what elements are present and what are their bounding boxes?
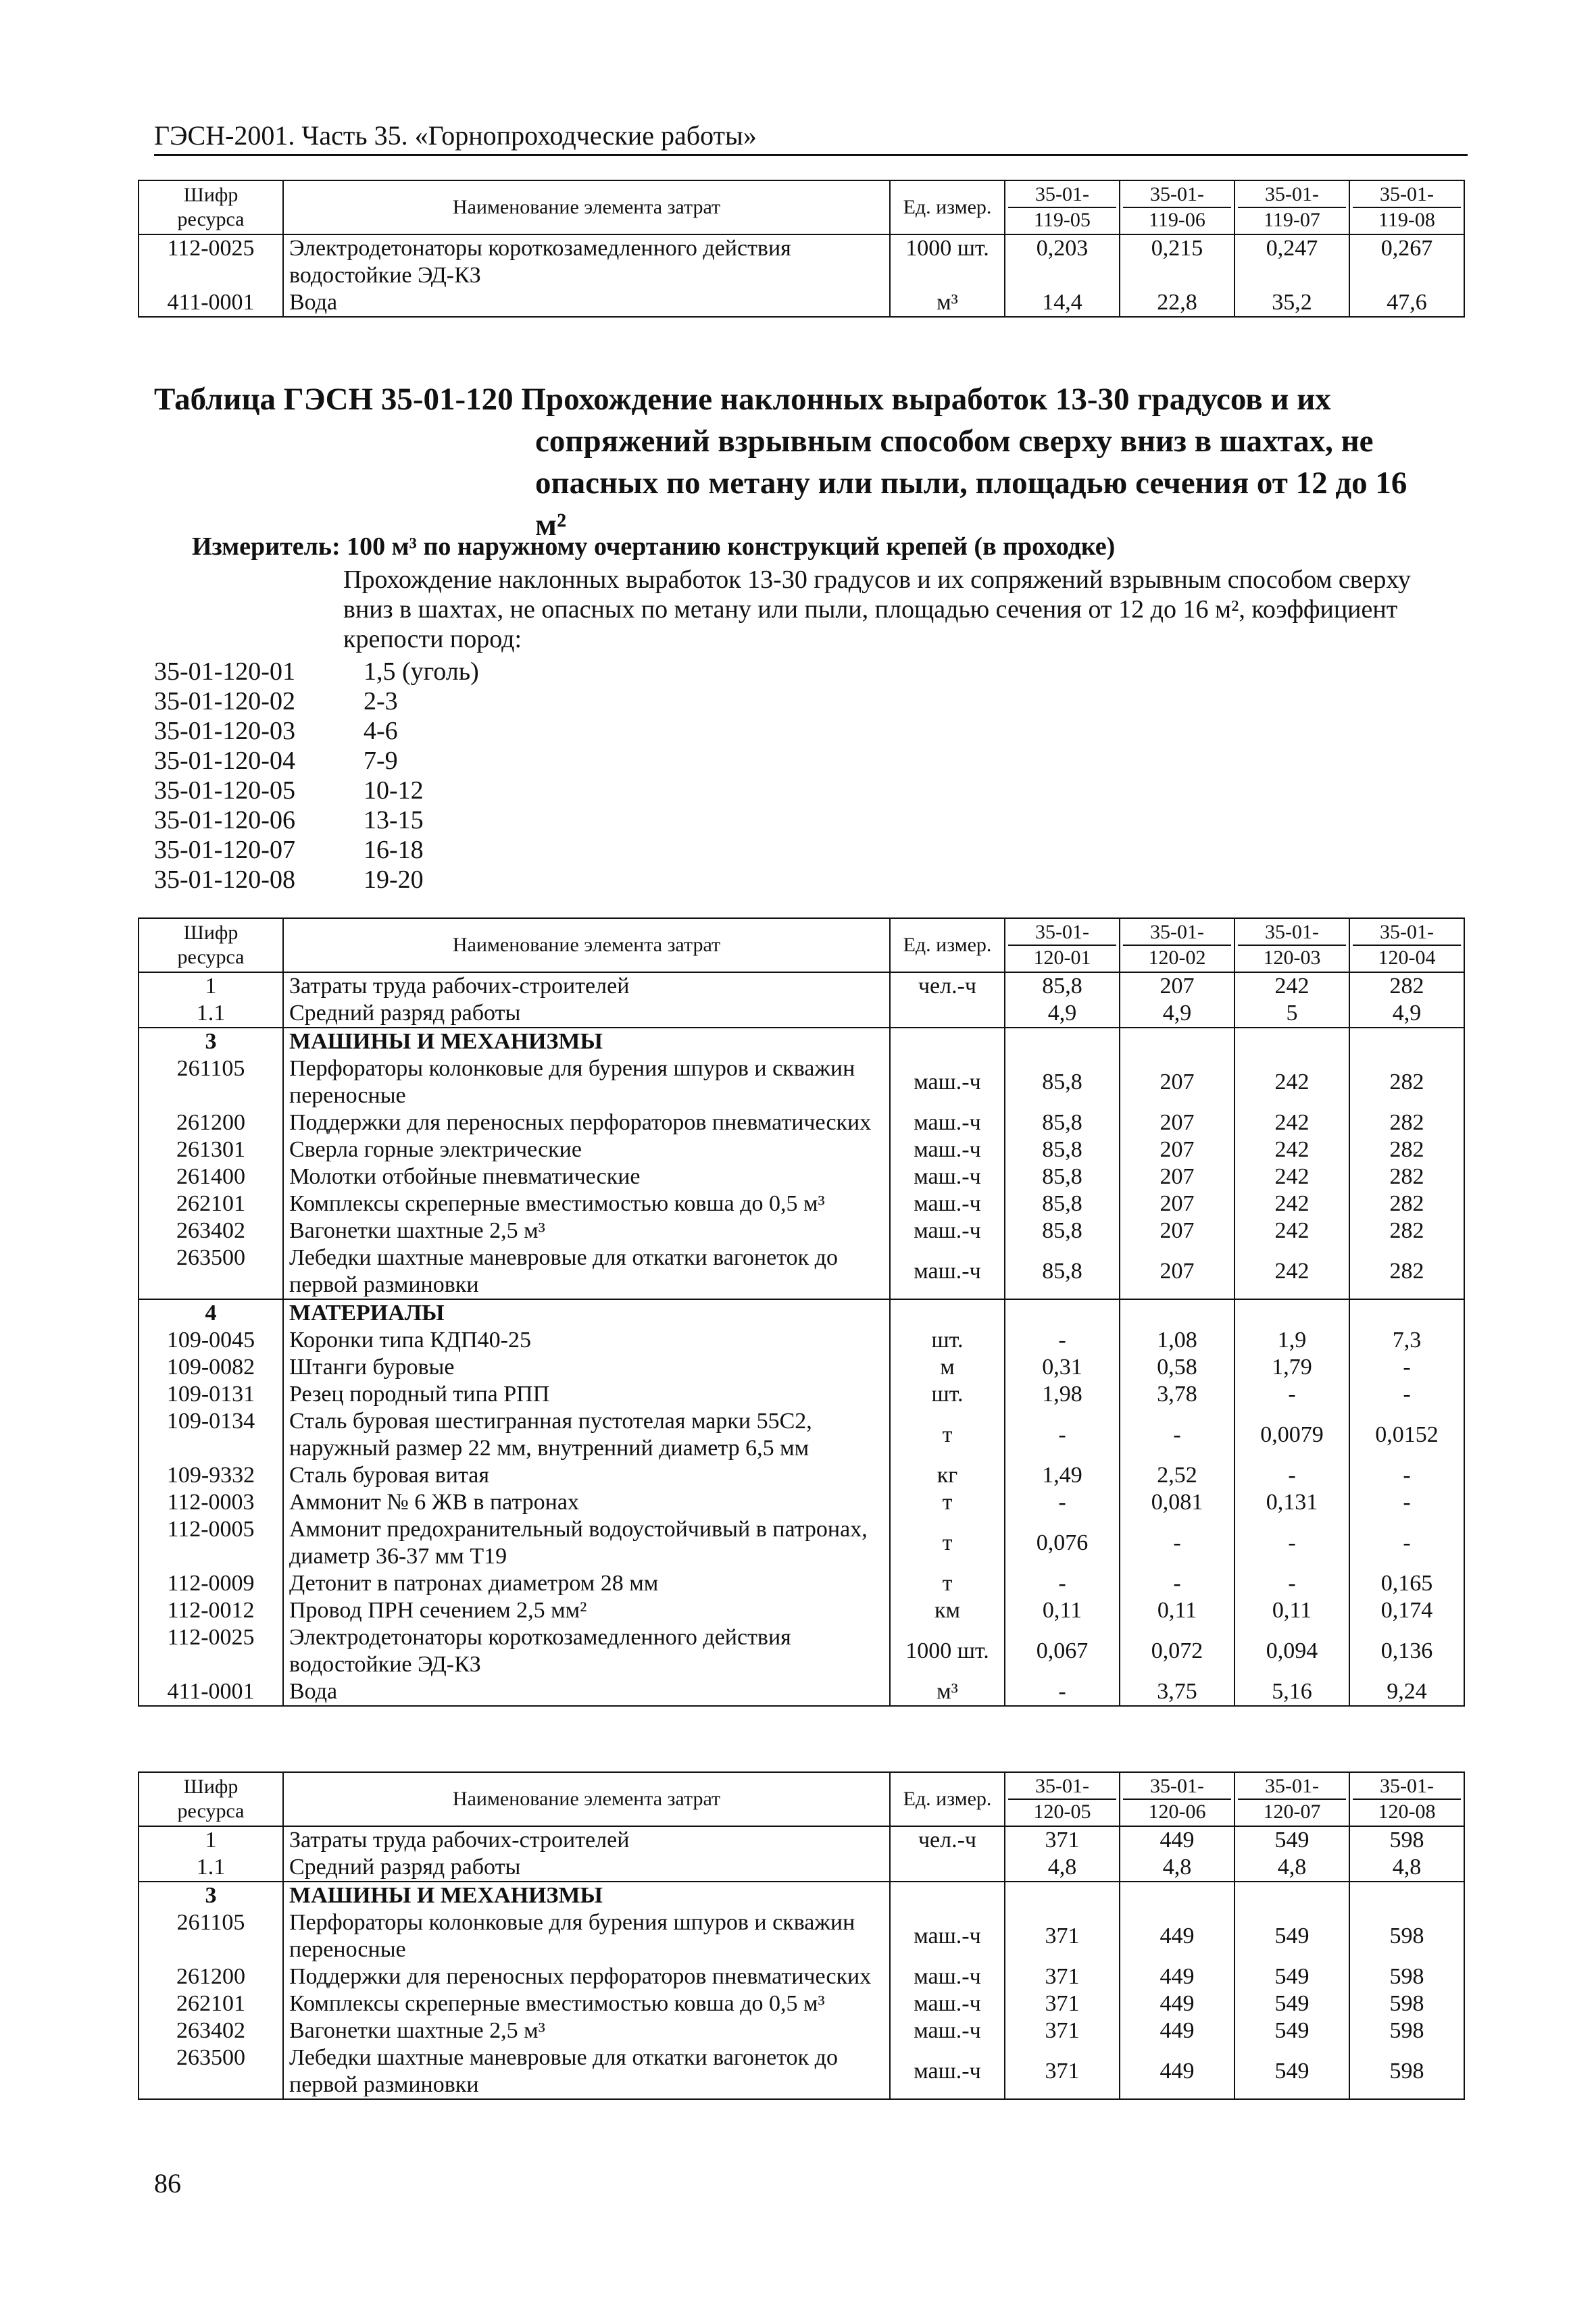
resource-code: 112-0025 bbox=[139, 1624, 283, 1678]
table-row bbox=[139, 1990, 1464, 2017]
norm-value: 282 bbox=[1349, 972, 1464, 1000]
table-row bbox=[139, 1854, 1464, 1882]
norm-value: 85,8 bbox=[1005, 1190, 1120, 1217]
unit: маш.-ч bbox=[890, 1990, 1005, 2017]
norm-value: 4,9 bbox=[1349, 1000, 1464, 1028]
norm-value: 0,072 bbox=[1120, 1624, 1235, 1678]
norm-value: 598 bbox=[1349, 1909, 1464, 1963]
norm-value: 207 bbox=[1120, 1055, 1235, 1109]
unit bbox=[890, 1028, 1005, 1055]
col-header-norm: 35-01- 120-02 bbox=[1120, 918, 1235, 972]
resource-code: 261105 bbox=[139, 1909, 283, 1963]
norm-value bbox=[1349, 1028, 1464, 1055]
norm-value: - bbox=[1349, 1489, 1464, 1516]
resource-code: 112-0003 bbox=[139, 1489, 283, 1516]
cost-item-name: Лебедки шахтные маневровые для откатки вагонеток до первой разминовки bbox=[283, 2044, 890, 2099]
cost-item-name: Средний разряд работы bbox=[283, 1000, 890, 1028]
norm-codes-list bbox=[154, 657, 479, 895]
table-row bbox=[139, 2044, 1464, 2099]
resource-code: 1.1 bbox=[139, 1854, 283, 1882]
unit: маш.-ч bbox=[890, 1963, 1005, 1990]
table-row bbox=[139, 1597, 1464, 1624]
norm-value: 0,131 bbox=[1235, 1489, 1349, 1516]
work-description: Прохождение наклонных выработок 13-30 градусов и их сопряжений взрывным способом сверху вниз в шахтах, не опасных по метану или пыли, площадью сечения от 12 до 16 м², коэффициент крепости пород: bbox=[343, 565, 1411, 653]
norm-value: 549 bbox=[1235, 2017, 1349, 2044]
cost-item-name: Перфораторы колонковые для бурения шпуров и скважин переносные bbox=[283, 1909, 890, 1963]
unit bbox=[890, 1299, 1005, 1327]
norm-value: - bbox=[1349, 1516, 1464, 1570]
norm-value: 0,58 bbox=[1120, 1354, 1235, 1381]
list-item: 35-01-120-08 19-20 bbox=[154, 865, 424, 894]
norm-table-continuation bbox=[138, 180, 1465, 318]
resource-code: 3 bbox=[139, 1028, 283, 1055]
list-item: 35-01-120-06 13-15 bbox=[154, 806, 424, 834]
cost-item-name: Провод ПРН сечением 2,5 мм² bbox=[283, 1597, 890, 1624]
norm-value: 598 bbox=[1349, 1826, 1464, 1854]
norm-value: - bbox=[1005, 1570, 1120, 1597]
norm-value: - bbox=[1120, 1516, 1235, 1570]
norm-value: - bbox=[1235, 1462, 1349, 1489]
resource-code: 1 bbox=[139, 1826, 283, 1854]
col-header-norm: 35-01- 120-06 bbox=[1120, 1772, 1235, 1826]
table-row bbox=[139, 234, 1464, 289]
col-header-norm: 35-01- 119-07 bbox=[1235, 180, 1349, 234]
resource-code: 263500 bbox=[139, 2044, 283, 2099]
norm-value: 207 bbox=[1120, 1136, 1235, 1163]
norm-value: 207 bbox=[1120, 1163, 1235, 1190]
norm-value: 22,8 bbox=[1120, 289, 1235, 317]
norm-value: 0,174 bbox=[1349, 1597, 1464, 1624]
norm-value: 0,0152 bbox=[1349, 1408, 1464, 1462]
resource-code: 109-0134 bbox=[139, 1408, 283, 1462]
unit bbox=[890, 1000, 1005, 1028]
unit: маш.-ч bbox=[890, 1163, 1005, 1190]
norm-value: 282 bbox=[1349, 1163, 1464, 1190]
norm-value: 242 bbox=[1235, 1244, 1349, 1299]
resource-code: 112-0012 bbox=[139, 1597, 283, 1624]
norm-value: 3,75 bbox=[1120, 1678, 1235, 1706]
cost-item-name: Молотки отбойные пневматические bbox=[283, 1163, 890, 1190]
norm-value: 282 bbox=[1349, 1190, 1464, 1217]
section-heading: МАШИНЫ И МЕХАНИЗМЫ bbox=[283, 1882, 890, 1909]
unit: маш.-ч bbox=[890, 2044, 1005, 2099]
cost-item-name: Детонит в патронах диаметром 28 мм bbox=[283, 1570, 890, 1597]
norm-value: 449 bbox=[1120, 2017, 1235, 2044]
col-header-unit: Ед. измер. bbox=[890, 1772, 1005, 1826]
cost-item-name: Аммонит предохранительный водоустойчивый в патронах, диаметр 36-37 мм Т19 bbox=[283, 1516, 890, 1570]
unit: маш.-ч bbox=[890, 1055, 1005, 1109]
resource-code: 4 bbox=[139, 1299, 283, 1327]
norm-value: 282 bbox=[1349, 1217, 1464, 1244]
cost-item-name: Перфораторы колонковые для бурения шпуров и скважин переносные bbox=[283, 1055, 890, 1109]
norm-value: 598 bbox=[1349, 1990, 1464, 2017]
unit: 1000 шт. bbox=[890, 1624, 1005, 1678]
table-row bbox=[139, 1028, 1464, 1055]
norm-value: 371 bbox=[1005, 1963, 1120, 1990]
norm-value: 0,11 bbox=[1235, 1597, 1349, 1624]
norm-value: 449 bbox=[1120, 1826, 1235, 1854]
norm-value bbox=[1120, 1028, 1235, 1055]
norm-value: 207 bbox=[1120, 1109, 1235, 1136]
norm-value: 5,16 bbox=[1235, 1678, 1349, 1706]
norm-value: 0,11 bbox=[1005, 1597, 1120, 1624]
resource-code: 109-0045 bbox=[139, 1327, 283, 1354]
norm-value: 371 bbox=[1005, 1990, 1120, 2017]
norm-value: 0,165 bbox=[1349, 1570, 1464, 1597]
table-row bbox=[139, 972, 1464, 1000]
norm-value: 1,49 bbox=[1005, 1462, 1120, 1489]
norm-value: 207 bbox=[1120, 1217, 1235, 1244]
norm-value: 371 bbox=[1005, 2017, 1120, 2044]
norm-value: 3,78 bbox=[1120, 1381, 1235, 1408]
running-header: ГЭСН-2001. Часть 35. «Горнопроходческие работы» bbox=[154, 119, 1468, 156]
resource-code: 261301 bbox=[139, 1136, 283, 1163]
unit: чел.-ч bbox=[890, 1826, 1005, 1854]
unit: маш.-ч bbox=[890, 1909, 1005, 1963]
page-number: 86 bbox=[154, 2168, 181, 2198]
table-row bbox=[139, 1489, 1464, 1516]
norm-value: 4,9 bbox=[1005, 1000, 1120, 1028]
table-row bbox=[139, 289, 1464, 317]
norm-value bbox=[1349, 1299, 1464, 1327]
norm-value: - bbox=[1005, 1489, 1120, 1516]
norm-value: 0,215 bbox=[1120, 234, 1235, 289]
norm-value: 598 bbox=[1349, 1963, 1464, 1990]
unit: т bbox=[890, 1408, 1005, 1462]
col-header-norm: 35-01- 120-04 bbox=[1349, 918, 1464, 972]
col-header-code: Шифр ресурса bbox=[139, 180, 283, 234]
norm-value: 0,094 bbox=[1235, 1624, 1349, 1678]
norm-value: - bbox=[1349, 1462, 1464, 1489]
norm-value: 549 bbox=[1235, 1990, 1349, 2017]
table-title: Таблица ГЭСН 35-01-120 Прохождение наклонных выработок 13-30 градусов и их сопряжений взрывным способом сверху вниз в шахтах, не опасных по метану или пыли, площадью сечения от 12 до 16 м² bbox=[154, 382, 1407, 543]
col-header-norm: 35-01- 120-07 bbox=[1235, 1772, 1349, 1826]
norm-value bbox=[1235, 1028, 1349, 1055]
norm-value bbox=[1235, 1882, 1349, 1909]
norm-value: 85,8 bbox=[1005, 1109, 1120, 1136]
norm-value: - bbox=[1005, 1408, 1120, 1462]
norm-value: 549 bbox=[1235, 1963, 1349, 1990]
resource-code: 411-0001 bbox=[139, 289, 283, 317]
cost-item-name: Затраты труда рабочих-строителей bbox=[283, 1826, 890, 1854]
norm-value: 0,081 bbox=[1120, 1489, 1235, 1516]
cost-item-name: Лебедки шахтные маневровые для откатки вагонеток до первой разминовки bbox=[283, 1244, 890, 1299]
norm-value: 549 bbox=[1235, 1826, 1349, 1854]
norm-value: 449 bbox=[1120, 1909, 1235, 1963]
table-row bbox=[139, 1109, 1464, 1136]
norm-value: - bbox=[1005, 1327, 1120, 1354]
resource-code: 261200 bbox=[139, 1109, 283, 1136]
norm-value: 242 bbox=[1235, 1055, 1349, 1109]
list-item: 35-01-120-05 10-12 bbox=[154, 776, 424, 805]
unit: маш.-ч bbox=[890, 1217, 1005, 1244]
norm-value: 0,203 bbox=[1005, 234, 1120, 289]
norm-table-120-01-04 bbox=[138, 917, 1465, 1707]
unit: шт. bbox=[890, 1327, 1005, 1354]
norm-value bbox=[1005, 1882, 1120, 1909]
norm-value: 242 bbox=[1235, 972, 1349, 1000]
norm-value bbox=[1120, 1882, 1235, 1909]
col-header-name: Наименование элемента затрат bbox=[283, 918, 890, 972]
norm-value: 85,8 bbox=[1005, 1244, 1120, 1299]
norm-value: 1,79 bbox=[1235, 1354, 1349, 1381]
norm-value: 4,8 bbox=[1005, 1854, 1120, 1882]
norm-value: 207 bbox=[1120, 1244, 1235, 1299]
table-row bbox=[139, 1826, 1464, 1854]
norm-value: 0,0079 bbox=[1235, 1408, 1349, 1462]
norm-value: 9,24 bbox=[1349, 1678, 1464, 1706]
norm-value: 598 bbox=[1349, 2044, 1464, 2099]
norm-value bbox=[1120, 1299, 1235, 1327]
norm-value: - bbox=[1235, 1516, 1349, 1570]
unit: маш.-ч bbox=[890, 1109, 1005, 1136]
cost-item-name: Аммонит № 6 ЖВ в патронах bbox=[283, 1489, 890, 1516]
resource-code: 1 bbox=[139, 972, 283, 1000]
list-item: 35-01-120-03 4-6 bbox=[154, 717, 398, 745]
norm-value: 207 bbox=[1120, 972, 1235, 1000]
norm-value: 449 bbox=[1120, 2044, 1235, 2099]
col-header-norm: 35-01- 120-08 bbox=[1349, 1772, 1464, 1826]
norm-value: - bbox=[1005, 1678, 1120, 1706]
norm-value: 7,3 bbox=[1349, 1327, 1464, 1354]
table-row bbox=[139, 1000, 1464, 1028]
norm-value: 4,8 bbox=[1120, 1854, 1235, 1882]
norm-value: 0,136 bbox=[1349, 1624, 1464, 1678]
cost-item-name: Вода bbox=[283, 289, 890, 317]
cost-item-name: Штанги буровые bbox=[283, 1354, 890, 1381]
norm-value: - bbox=[1349, 1354, 1464, 1381]
col-header-code: Шифр ресурса bbox=[139, 918, 283, 972]
cost-item-name: Вагонетки шахтные 2,5 м³ bbox=[283, 1217, 890, 1244]
norm-value bbox=[1005, 1299, 1120, 1327]
norm-value: 14,4 bbox=[1005, 289, 1120, 317]
col-header-unit: Ед. измер. bbox=[890, 180, 1005, 234]
table-row bbox=[139, 1299, 1464, 1327]
unit: маш.-ч bbox=[890, 1244, 1005, 1299]
norm-value: 549 bbox=[1235, 1909, 1349, 1963]
cost-item-name: Поддержки для переносных перфораторов пневматических bbox=[283, 1963, 890, 1990]
norm-table-120-05-08 bbox=[138, 1771, 1465, 2100]
norm-value: 4,9 bbox=[1120, 1000, 1235, 1028]
table-row bbox=[139, 1570, 1464, 1597]
table-row bbox=[139, 1136, 1464, 1163]
norm-value: 0,247 bbox=[1235, 234, 1349, 289]
table-row bbox=[139, 2017, 1464, 2044]
table-row bbox=[139, 1354, 1464, 1381]
table-header-row bbox=[139, 918, 1464, 972]
cost-item-name: Резец породный типа РПП bbox=[283, 1381, 890, 1408]
table-row bbox=[139, 1408, 1464, 1462]
norm-value: 2,52 bbox=[1120, 1462, 1235, 1489]
resource-code: 261400 bbox=[139, 1163, 283, 1190]
resource-code: 1.1 bbox=[139, 1000, 283, 1028]
norm-value: 85,8 bbox=[1005, 1163, 1120, 1190]
norm-value: 4,8 bbox=[1349, 1854, 1464, 1882]
unit: чел.-ч bbox=[890, 972, 1005, 1000]
table-row bbox=[139, 1244, 1464, 1299]
section-heading: МАШИНЫ И МЕХАНИЗМЫ bbox=[283, 1028, 890, 1055]
norm-value: 282 bbox=[1349, 1136, 1464, 1163]
unit: маш.-ч bbox=[890, 1136, 1005, 1163]
norm-value: 549 bbox=[1235, 2044, 1349, 2099]
table-row bbox=[139, 1624, 1464, 1678]
table-row bbox=[139, 1055, 1464, 1109]
norm-value: 4,8 bbox=[1235, 1854, 1349, 1882]
table-row bbox=[139, 1963, 1464, 1990]
table-row bbox=[139, 1381, 1464, 1408]
table-row bbox=[139, 1678, 1464, 1706]
cost-item-name: Сверла горные электрические bbox=[283, 1136, 890, 1163]
measure-unit: Измеритель: 100 м³ по наружному очертанию конструкций крепей (в проходке) bbox=[192, 532, 1116, 561]
cost-item-name: Средний разряд работы bbox=[283, 1854, 890, 1882]
norm-value: 449 bbox=[1120, 1963, 1235, 1990]
norm-value: 35,2 bbox=[1235, 289, 1349, 317]
norm-value: 1,9 bbox=[1235, 1327, 1349, 1354]
norm-value: 85,8 bbox=[1005, 972, 1120, 1000]
resource-code: 262101 bbox=[139, 1190, 283, 1217]
resource-code: 109-0131 bbox=[139, 1381, 283, 1408]
cost-item-name: Электродетонаторы короткозамедленного действия водостойкие ЭД-КЗ bbox=[283, 234, 890, 289]
norm-value: 0,076 bbox=[1005, 1516, 1120, 1570]
table-row bbox=[139, 1163, 1464, 1190]
norm-value: 242 bbox=[1235, 1109, 1349, 1136]
resource-code: 261105 bbox=[139, 1055, 283, 1109]
resource-code: 109-9332 bbox=[139, 1462, 283, 1489]
norm-value: 371 bbox=[1005, 1826, 1120, 1854]
norm-value: 282 bbox=[1349, 1055, 1464, 1109]
norm-value: 0,11 bbox=[1120, 1597, 1235, 1624]
resource-code: 262101 bbox=[139, 1990, 283, 2017]
col-header-norm: 35-01- 120-05 bbox=[1005, 1772, 1120, 1826]
resource-code: 263402 bbox=[139, 2017, 283, 2044]
unit: т bbox=[890, 1570, 1005, 1597]
norm-value: 207 bbox=[1120, 1190, 1235, 1217]
unit: 1000 шт. bbox=[890, 234, 1005, 289]
cost-item-name: Затраты труда рабочих-строителей bbox=[283, 972, 890, 1000]
norm-value: - bbox=[1235, 1381, 1349, 1408]
resource-code: 411-0001 bbox=[139, 1678, 283, 1706]
norm-value: 5 bbox=[1235, 1000, 1349, 1028]
table-row bbox=[139, 1882, 1464, 1909]
col-header-norm: 35-01- 120-01 bbox=[1005, 918, 1120, 972]
table-row bbox=[139, 1327, 1464, 1354]
unit: т bbox=[890, 1516, 1005, 1570]
table-header-row bbox=[139, 180, 1464, 234]
norm-value: 371 bbox=[1005, 1909, 1120, 1963]
list-item: 35-01-120-07 16-18 bbox=[154, 836, 424, 864]
cost-item-name: Сталь буровая шестигранная пустотелая марки 55С2, наружный размер 22 мм, внутренний диаметр 6,5 мм bbox=[283, 1408, 890, 1462]
table-row bbox=[139, 1217, 1464, 1244]
list-item: 35-01-120-02 2-3 bbox=[154, 687, 398, 715]
unit: шт. bbox=[890, 1381, 1005, 1408]
norm-value: 85,8 bbox=[1005, 1217, 1120, 1244]
cost-item-name: Комплексы скреперные вместимостью ковша до 0,5 м³ bbox=[283, 1190, 890, 1217]
norm-value: 598 bbox=[1349, 2017, 1464, 2044]
norm-value: 371 bbox=[1005, 2044, 1120, 2099]
norm-value: 449 bbox=[1120, 1990, 1235, 2017]
cost-item-name: Вода bbox=[283, 1678, 890, 1706]
resource-code: 109-0082 bbox=[139, 1354, 283, 1381]
col-header-norm: 35-01- 120-03 bbox=[1235, 918, 1349, 972]
cost-item-name: Вагонетки шахтные 2,5 м³ bbox=[283, 2017, 890, 2044]
norm-value: - bbox=[1120, 1408, 1235, 1462]
norm-value: 242 bbox=[1235, 1217, 1349, 1244]
norm-value: 1,08 bbox=[1120, 1327, 1235, 1354]
col-header-name: Наименование элемента затрат bbox=[283, 180, 890, 234]
norm-value: - bbox=[1120, 1570, 1235, 1597]
norm-value: - bbox=[1235, 1570, 1349, 1597]
unit: м³ bbox=[890, 1678, 1005, 1706]
norm-value: 282 bbox=[1349, 1109, 1464, 1136]
cost-item-name: Коронки типа КДП40-25 bbox=[283, 1327, 890, 1354]
unit: км bbox=[890, 1597, 1005, 1624]
cost-item-name: Поддержки для переносных перфораторов пневматических bbox=[283, 1109, 890, 1136]
norm-value: 0,31 bbox=[1005, 1354, 1120, 1381]
norm-value: 85,8 bbox=[1005, 1136, 1120, 1163]
resource-code: 263500 bbox=[139, 1244, 283, 1299]
norm-value: 1,98 bbox=[1005, 1381, 1120, 1408]
norm-value: 85,8 bbox=[1005, 1055, 1120, 1109]
unit: маш.-ч bbox=[890, 1190, 1005, 1217]
unit: т bbox=[890, 1489, 1005, 1516]
section-heading: МАТЕРИАЛЫ bbox=[283, 1299, 890, 1327]
col-header-norm: 35-01- 119-08 bbox=[1349, 180, 1464, 234]
unit: кг bbox=[890, 1462, 1005, 1489]
list-item: 35-01-120-04 7-9 bbox=[154, 747, 398, 775]
norm-value bbox=[1005, 1028, 1120, 1055]
resource-code: 261200 bbox=[139, 1963, 283, 1990]
resource-code: 3 bbox=[139, 1882, 283, 1909]
norm-value: 242 bbox=[1235, 1163, 1349, 1190]
norm-value bbox=[1235, 1299, 1349, 1327]
norm-value: 47,6 bbox=[1349, 289, 1464, 317]
col-header-code: Шифр ресурса bbox=[139, 1772, 283, 1826]
col-header-norm: 35-01- 119-05 bbox=[1005, 180, 1120, 234]
unit: м bbox=[890, 1354, 1005, 1381]
cost-item-name: Электродетонаторы короткозамедленного действия водостойкие ЭД-КЗ bbox=[283, 1624, 890, 1678]
table-row bbox=[139, 1516, 1464, 1570]
unit bbox=[890, 1882, 1005, 1909]
col-header-norm: 35-01- 119-06 bbox=[1120, 180, 1235, 234]
cost-item-name: Сталь буровая витая bbox=[283, 1462, 890, 1489]
col-header-name: Наименование элемента затрат bbox=[283, 1772, 890, 1826]
col-header-unit: Ед. измер. bbox=[890, 918, 1005, 972]
resource-code: 112-0025 bbox=[139, 234, 283, 289]
cost-item-name: Комплексы скреперные вместимостью ковша до 0,5 м³ bbox=[283, 1990, 890, 2017]
norm-value: 282 bbox=[1349, 1244, 1464, 1299]
table-row bbox=[139, 1462, 1464, 1489]
resource-code: 112-0009 bbox=[139, 1570, 283, 1597]
table-row bbox=[139, 1190, 1464, 1217]
table-row bbox=[139, 1909, 1464, 1963]
norm-value: 0,067 bbox=[1005, 1624, 1120, 1678]
table-header-row bbox=[139, 1772, 1464, 1826]
resource-code: 263402 bbox=[139, 1217, 283, 1244]
resource-code: 112-0005 bbox=[139, 1516, 283, 1570]
list-item: 35-01-120-01 1,5 (уголь) bbox=[154, 657, 479, 686]
unit: маш.-ч bbox=[890, 2017, 1005, 2044]
unit bbox=[890, 1854, 1005, 1882]
norm-value: 242 bbox=[1235, 1136, 1349, 1163]
norm-value bbox=[1349, 1882, 1464, 1909]
norm-value: 0,267 bbox=[1349, 234, 1464, 289]
unit: м³ bbox=[890, 289, 1005, 317]
norm-value: 242 bbox=[1235, 1190, 1349, 1217]
norm-value: - bbox=[1349, 1381, 1464, 1408]
